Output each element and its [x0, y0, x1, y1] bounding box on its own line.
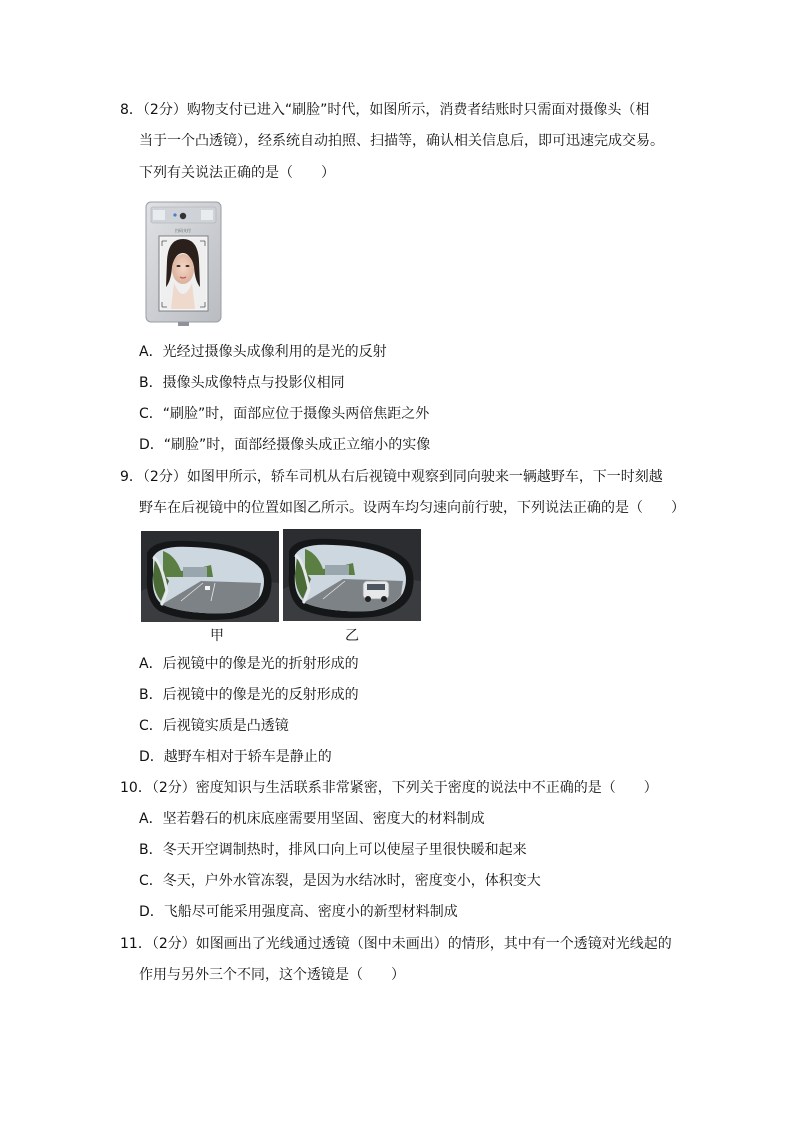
- q8-option-c: C．“刷脸”时，面部应位于摄像头两倍焦距之外: [139, 406, 430, 422]
- q8-stem-line-2: 当于一个凸透镜），经系统自动拍照、扫描等，确认相关信息后，即可迅速完成交易。: [139, 133, 664, 149]
- q10-option-d: D．飞船尽可能采用强度高、密度小的新型材料制成: [139, 904, 458, 920]
- figure-caption-jia: 甲: [210, 628, 224, 644]
- q9-option-d: D．越野车相对于轿车是静止的: [139, 749, 332, 765]
- device-logo-text: 扫码支付: [175, 228, 191, 233]
- q8-option-d: D．“刷脸”时，面部经摄像头成正立缩小的实像: [139, 437, 431, 453]
- q10-option-a: A．坚若磐石的机床底座需要用坚固、密度大的材料制成: [139, 811, 485, 827]
- q9-stem-line-2: 野车在后视镜中的位置如图乙所示。设两车均匀速向前行驶，下列说法正确的是（ ）: [139, 500, 685, 516]
- q8-stem-line-3: 下列有关说法正确的是（ ）: [139, 165, 335, 181]
- q9-option-c: C．后视镜实质是凸透镜: [139, 718, 289, 734]
- mirror-image-jia: [141, 531, 279, 622]
- q11-stem-line-1: 11．（2分）如图画出了光线通过透镜（图中未画出）的情形，其中有一个透镜对光线起的: [120, 936, 672, 952]
- q9-option-a: A．后视镜中的像是光的折射形成的: [139, 656, 359, 672]
- q8-option-a: A．光经过摄像头成像利用的是光的反射: [139, 344, 387, 360]
- q10-option-b: B．冬天开空调制热时，排风口向上可以使屋子里很快暖和起来: [139, 842, 527, 858]
- q9-stem-line-1: 9．（2分）如图甲所示，轿车司机从右后视镜中观察到同向驶来一辆越野车，下一时刻越: [120, 469, 663, 485]
- q10-option-c: C．冬天，户外水管冻裂，是因为水结冰时，密度变小，体积变大: [139, 873, 541, 889]
- q10-stem-line-1: 10．（2分）密度知识与生活联系非常紧密，下列关于密度的说法中不正确的是（ ）: [120, 780, 658, 796]
- mirror-image-yi: [283, 529, 421, 621]
- q8-stem-line-1: 8．（2分）购物支付已进入“刷脸”时代，如图所示，消费者结账时只需面对摄像头（相: [120, 102, 650, 118]
- face-scan-device-image: [145, 201, 222, 326]
- q8-option-b: B．摄像头成像特点与投影仪相同: [139, 375, 345, 391]
- figure-caption-yi: 乙: [345, 628, 359, 644]
- q11-stem-line-2: 作用与另外三个不同，这个透镜是（ ）: [139, 967, 405, 983]
- q9-option-b: B．后视镜中的像是光的反射形成的: [139, 687, 359, 703]
